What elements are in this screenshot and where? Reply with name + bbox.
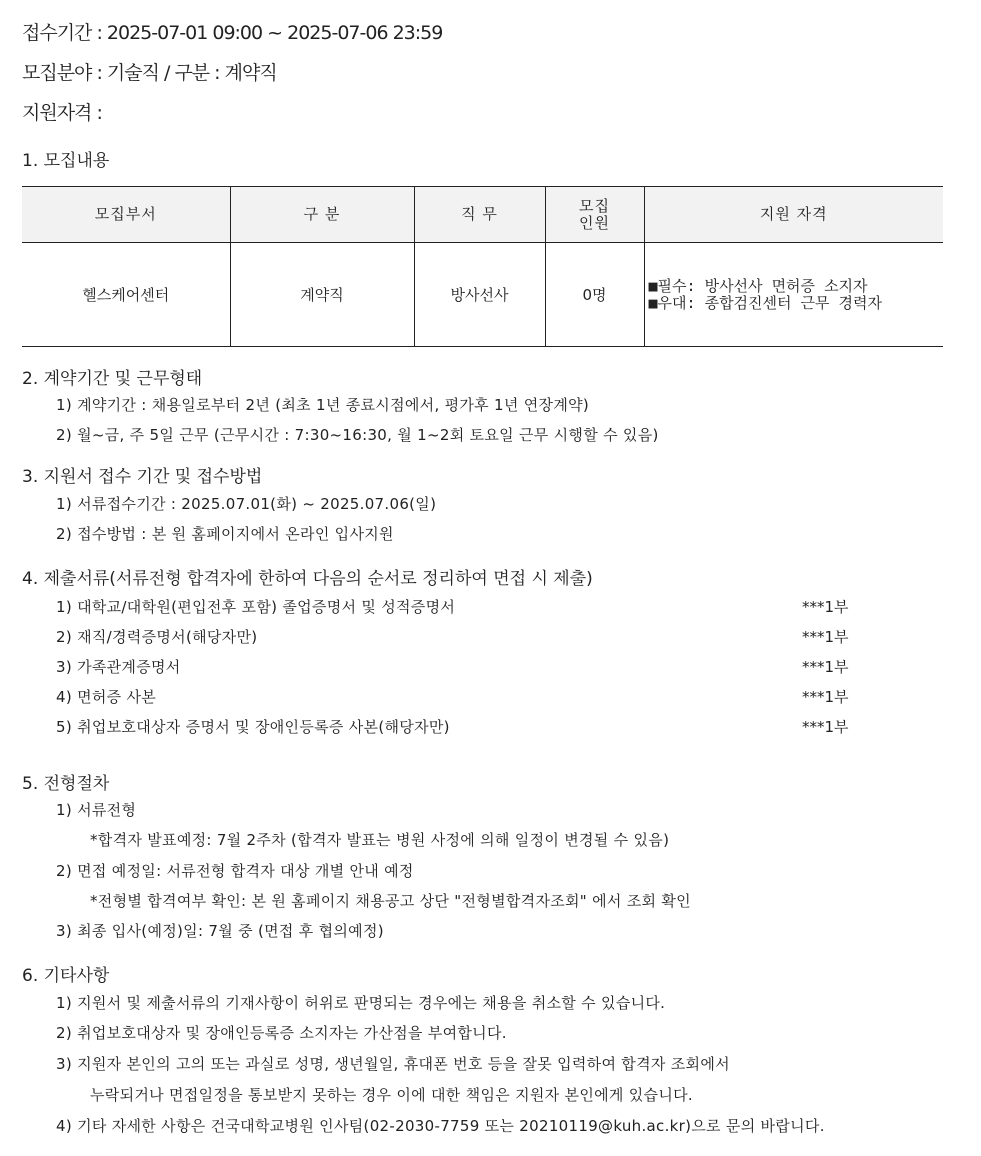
section5-item-2: 2) 면접 예정일: 서류전형 합격자 대상 개별 안내 예정 xyxy=(56,862,414,880)
section5-item-2-note: *전형별 합격여부 확인: 본 원 홈페이지 채용공고 상단 "전형별합격자조회" 에서 조회 확인 xyxy=(90,892,691,910)
section2-item-2: 2) 월~금, 주 5일 근무 (근무시간 : 7:30~16:30, 월 1~2회 토요일 근무 시행할 수 있음) xyxy=(56,426,659,444)
cell-count: 0명 xyxy=(545,243,644,347)
cell-job: 방사선사 xyxy=(414,243,545,347)
section5-title: 5. 전형절차 xyxy=(22,774,110,794)
cell-type: 계약직 xyxy=(230,243,414,347)
section4-item-4: 4) 면허증 사본 xyxy=(56,688,157,706)
section2-title: 2. 계약기간 및 근무형태 xyxy=(22,369,203,389)
cell-qualification xyxy=(644,243,943,347)
section6-item-1: 1) 지원서 및 제출서류의 기재사항이 허위로 판명되는 경우에는 채용을 취소할 수 있습니다. xyxy=(56,994,666,1012)
section4-title: 4. 제출서류(서류전형 합격자에 한하여 다음의 순서로 정리하여 면접 시 제출) xyxy=(22,569,593,589)
section6-item-3: 3) 지원자 본인의 고의 또는 과실로 성명, 생년월일, 휴대폰 번호 등을 잘못 입력하여 합격자 조회에서 xyxy=(56,1055,730,1073)
section4-qty-1: ***1부 xyxy=(802,598,849,616)
section5-item-1-note: *합격자 발표예정: 7월 2주차 (합격자 발표는 병원 사정에 의해 일정이 변경될 수 있음) xyxy=(90,831,670,849)
qualification-label: 지원자격 : xyxy=(22,102,102,124)
section3-item-2: 2) 접수방법 : 본 원 홈페이지에서 온라인 입사지원 xyxy=(56,525,394,543)
section4-qty-5: ***1부 xyxy=(802,718,849,736)
header-count-line1: 모집 xyxy=(579,196,610,215)
section4-item-3: 3) 가족관계증명서 xyxy=(56,658,181,676)
table-row xyxy=(22,243,943,347)
section6-item-3-cont: 누락되거나 면접일정을 통보받지 못하는 경우 이에 대한 책임은 지원자 본인에게 있습니다. xyxy=(90,1086,693,1104)
section4-item-1: 1) 대학교/대학원(편입전후 포함) 졸업증명서 및 성적증명서 xyxy=(56,598,456,616)
section4-qty-4: ***1부 xyxy=(802,688,849,706)
header-type: 구 분 xyxy=(230,187,414,243)
section6-title: 6. 기타사항 xyxy=(22,966,110,986)
header-job: 직 무 xyxy=(414,187,545,243)
recruit-field: 모집분야 : 기술직 / 구분 : 계약직 xyxy=(22,62,277,84)
header-count xyxy=(545,187,644,243)
section3-title: 3. 지원서 접수 기간 및 접수방법 xyxy=(22,467,263,487)
cell-dept: 헬스케어센터 xyxy=(22,243,230,347)
qual-preferred: ■우대: 종합검진센터 근무 경력자 xyxy=(648,293,883,312)
header-dept: 모집부서 xyxy=(22,187,230,243)
section5-item-1: 1) 서류전형 xyxy=(56,801,137,819)
application-period: 접수기간 : 2025-07-01 09:00 ~ 2025-07-06 23:59 xyxy=(22,22,443,44)
section4-qty-2: ***1부 xyxy=(802,628,849,646)
recruit-table xyxy=(22,186,943,347)
header-qualification: 지원 자격 xyxy=(644,187,943,243)
section4-qty-3: ***1부 xyxy=(802,658,849,676)
section6-item-2: 2) 취업보호대상자 및 장애인등록증 소지자는 가산점을 부여합니다. xyxy=(56,1024,507,1042)
qual-required: ■필수: 방사선사 면허증 소지자 xyxy=(648,276,868,295)
section3-item-1: 1) 서류접수기간 : 2025.07.01(화) ~ 2025.07.06(일) xyxy=(56,495,437,513)
section4-item-2: 2) 재직/경력증명서(해당자만) xyxy=(56,628,258,646)
section5-item-3: 3) 최종 입사(예정)일: 7월 중 (면접 후 협의예정) xyxy=(56,922,384,940)
header-count-line2: 인원 xyxy=(579,213,610,232)
section2-item-1: 1) 계약기간 : 채용일로부터 2년 (최초 1년 종료시점에서, 평가후 1년 연장계약) xyxy=(56,396,590,414)
table-header-row xyxy=(22,187,943,243)
section4-item-5: 5) 취업보호대상자 증명서 및 장애인등록증 사본(해당자만) xyxy=(56,718,450,736)
section1-title: 1. 모집내용 xyxy=(22,151,110,171)
section6-item-4: 4) 기타 자세한 사항은 건국대학교병원 인사팀(02-2030-7759 또는 20210119@kuh.ac.kr)으로 문의 바랍니다. xyxy=(56,1117,825,1135)
